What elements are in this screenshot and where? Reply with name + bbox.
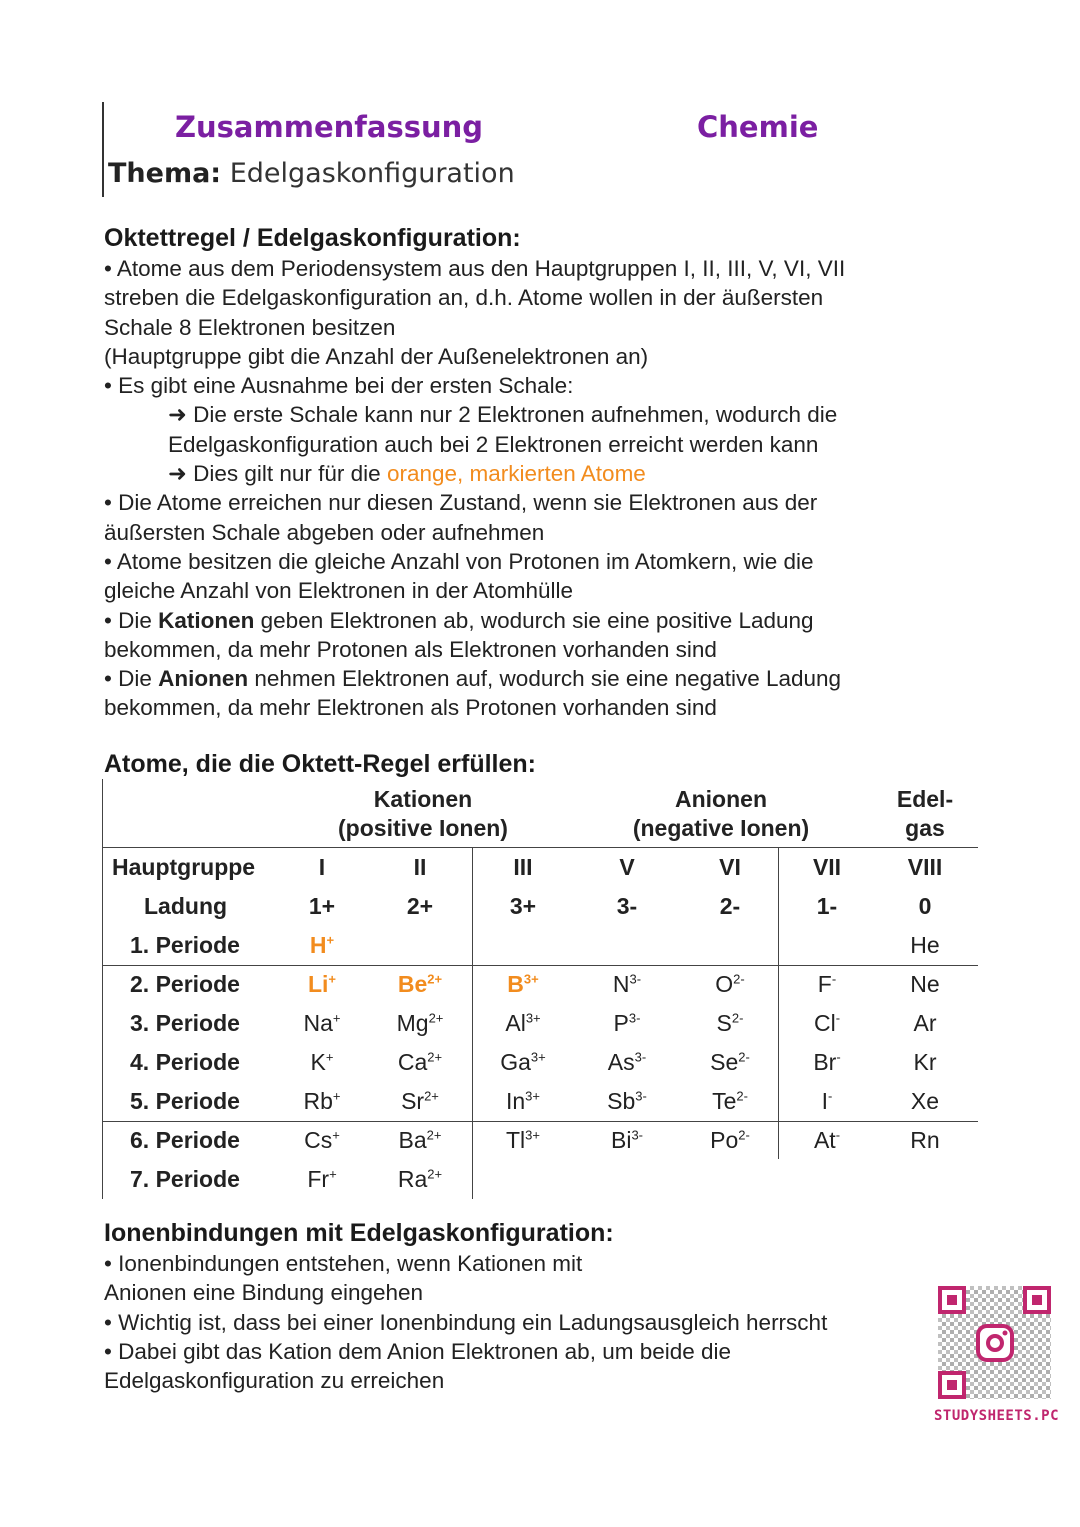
header-right-title: Chemie bbox=[697, 110, 819, 144]
text-line: äußersten Schale abgeben oder aufnehmen bbox=[104, 519, 545, 545]
element-symbol: Be bbox=[397, 971, 428, 997]
text-line: • Die Atome erreichen nur diesen Zustand, wenn sie Elektronen aus der bbox=[104, 490, 818, 516]
element-charge: 2+ bbox=[428, 1010, 444, 1026]
element-charge: 3+ bbox=[530, 1049, 546, 1065]
element-charge: 2- bbox=[736, 1088, 748, 1104]
element-f bbox=[772, 970, 882, 998]
element-charge: + bbox=[328, 971, 337, 987]
element-symbol: Sb bbox=[607, 1088, 636, 1114]
element-p bbox=[572, 1009, 682, 1037]
element-symbol: Cl bbox=[813, 1010, 836, 1036]
text-line: • Ionenbindungen entstehen, wenn Kationen mit bbox=[104, 1251, 583, 1276]
text-fragment: • Die bbox=[104, 607, 159, 633]
element-symbol: Fr bbox=[307, 1166, 330, 1192]
thema-line bbox=[108, 158, 515, 189]
row-label-periode-2: 2. Periode bbox=[130, 971, 240, 997]
element-symbol: P bbox=[613, 1010, 629, 1036]
element-kr bbox=[870, 1048, 980, 1076]
element-ca bbox=[365, 1048, 475, 1076]
element-sb bbox=[572, 1087, 682, 1115]
element-charge: + bbox=[332, 1127, 340, 1143]
element-charge: + bbox=[326, 932, 335, 948]
text-line: bekommen, da mehr Protonen als Elektronen vorhanden sind bbox=[104, 636, 717, 662]
element-symbol: H bbox=[309, 932, 327, 958]
element-na bbox=[267, 1009, 377, 1037]
element-charge: + bbox=[325, 1049, 334, 1065]
text-line: Edelgaskonfiguration auch bei 2 Elektronen erreicht werden kann bbox=[168, 431, 819, 457]
element-symbol: Ga bbox=[500, 1049, 531, 1075]
element-symbol: Sr bbox=[401, 1088, 425, 1114]
element-te bbox=[675, 1087, 785, 1115]
text-line: gleiche Anzahl von Elektronen in der Atomhülle bbox=[104, 578, 574, 604]
text-line bbox=[104, 459, 984, 488]
element-symbol: In bbox=[505, 1088, 526, 1114]
group-anionen-line2: (negative Ionen) bbox=[632, 815, 810, 841]
element-i bbox=[772, 1087, 882, 1115]
element-symbol: At bbox=[813, 1127, 836, 1153]
group-edelgas-line1: Edel- bbox=[896, 786, 954, 812]
element-ra bbox=[365, 1165, 475, 1193]
element-mg bbox=[365, 1009, 475, 1037]
element-be bbox=[365, 970, 475, 998]
text-line: • Atome besitzen die gleiche Anzahl von Protonen im Atomkern, wie die bbox=[104, 548, 814, 574]
text-line bbox=[104, 664, 984, 693]
element-symbol: Ar bbox=[913, 1010, 937, 1036]
text-line bbox=[104, 606, 984, 635]
row-label-periode-6: 6. Periode bbox=[130, 1127, 240, 1153]
element-symbol: Al bbox=[505, 1010, 526, 1036]
hauptgruppe-II: II bbox=[413, 854, 427, 880]
row-label-periode-5: 5. Periode bbox=[130, 1088, 240, 1114]
section-oktettregel-title: Oktettregel / Edelgaskonfiguration: bbox=[104, 224, 521, 252]
hauptgruppe-III: III bbox=[513, 854, 533, 880]
element-k bbox=[267, 1048, 377, 1076]
element-h bbox=[267, 931, 377, 959]
element-charge: - bbox=[831, 971, 837, 987]
element-symbol: Po bbox=[710, 1127, 739, 1153]
hauptgruppe-I: I bbox=[318, 854, 326, 880]
element-at bbox=[772, 1126, 882, 1154]
element-fr bbox=[267, 1165, 377, 1193]
element-charge: 2+ bbox=[426, 1127, 442, 1143]
ladung-V: 3- bbox=[616, 893, 638, 919]
element-charge: - bbox=[836, 1049, 841, 1065]
element-po bbox=[675, 1126, 785, 1154]
element-o bbox=[675, 970, 785, 998]
text-fragment: ➜ Dies gilt nur für die bbox=[168, 461, 387, 487]
element-symbol: K bbox=[310, 1049, 326, 1075]
element-xe bbox=[870, 1087, 980, 1115]
element-br bbox=[772, 1048, 882, 1076]
element-symbol: Tl bbox=[506, 1127, 526, 1153]
text-line: streben die Edelgaskonfiguration an, d.h. Atome wollen in der äußersten bbox=[104, 285, 824, 311]
ladung-VIII: 0 bbox=[918, 893, 932, 919]
orange-highlight-text: orange, markierten Atome bbox=[386, 461, 646, 487]
element-ar bbox=[870, 1009, 980, 1037]
element-symbol: Na bbox=[303, 1010, 333, 1036]
text-line: (Hauptgruppe gibt die Anzahl der Außenelektronen an) bbox=[104, 343, 649, 369]
element-al bbox=[468, 1009, 578, 1037]
text-line: Anionen eine Bindung eingehen bbox=[104, 1280, 424, 1306]
element-symbol: Ba bbox=[398, 1127, 427, 1153]
element-charge: 3- bbox=[629, 971, 642, 987]
element-charge: 3+ bbox=[525, 1088, 540, 1104]
element-charge: + bbox=[332, 1088, 341, 1104]
element-symbol: As bbox=[607, 1049, 635, 1075]
table-left-border bbox=[102, 779, 103, 1199]
header-left-title: Zusammenfassung bbox=[175, 110, 484, 144]
element-bi bbox=[572, 1126, 682, 1154]
element-se bbox=[675, 1048, 785, 1076]
group-kationen-line1: Kationen bbox=[373, 786, 473, 812]
hauptgruppe-VIII: VIII bbox=[907, 854, 943, 880]
group-kationen bbox=[308, 785, 538, 843]
element-rn bbox=[870, 1126, 980, 1154]
element-symbol: N bbox=[612, 971, 630, 997]
element-symbol: S bbox=[716, 1010, 732, 1036]
element-charge: + bbox=[332, 1010, 341, 1026]
element-symbol: Kr bbox=[913, 1049, 937, 1075]
element-li bbox=[267, 970, 377, 998]
element-charge: 2- bbox=[731, 1010, 744, 1026]
oktett-table bbox=[102, 779, 978, 1199]
element-charge: 2- bbox=[733, 971, 745, 987]
text-fragment: nehmen Elektronen auf, wodurch sie eine negative Ladung bbox=[248, 666, 842, 692]
element-symbol: He bbox=[910, 932, 940, 958]
text-line: • Es gibt eine Ausnahme bei der ersten Schale: bbox=[104, 373, 574, 399]
element-charge: - bbox=[835, 1127, 841, 1143]
hauptgruppe-VI: VI bbox=[719, 854, 741, 880]
ladung-III: 3+ bbox=[509, 893, 537, 919]
section-ionenbindung-body bbox=[104, 1249, 934, 1395]
element-symbol: Rn bbox=[910, 1127, 940, 1153]
element-charge: 2+ bbox=[427, 1166, 443, 1182]
text-line: • Wichtig ist, dass bei einer Ionenbindung ein Ladungsausgleich herrscht bbox=[104, 1309, 828, 1335]
element-cs bbox=[267, 1126, 377, 1154]
thema-value: Edelgaskonfiguration bbox=[229, 158, 515, 189]
text-line: bekommen, da mehr Elektronen als Protonen vorhanden sind bbox=[104, 695, 717, 721]
element-symbol: I bbox=[821, 1088, 829, 1114]
section-table-title: Atome, die die Oktett-Regel erfüllen: bbox=[104, 750, 537, 778]
table-row-divider bbox=[102, 965, 978, 966]
table-row-divider bbox=[102, 1121, 978, 1122]
row-label-hauptgruppe: Hauptgruppe bbox=[112, 854, 256, 880]
brand-label: STUDYSHEETS.PC bbox=[934, 1408, 1060, 1424]
text-line: • Dabei gibt das Kation dem Anion Elektronen ab, um beide die bbox=[104, 1338, 732, 1364]
row-label-periode-4: 4. Periode bbox=[130, 1049, 240, 1075]
element-symbol: Ne bbox=[910, 971, 940, 997]
element-symbol: Li bbox=[307, 971, 329, 997]
element-symbol: Rb bbox=[303, 1088, 333, 1114]
section-oktettregel-body bbox=[104, 254, 984, 723]
row-label-periode-7: 7. Periode bbox=[130, 1166, 240, 1192]
text-line: ➜ Die erste Schale kann nur 2 Elektronen aufnehmen, wodurch die bbox=[168, 402, 838, 428]
group-edelgas-line2: gas bbox=[905, 815, 945, 841]
element-rb bbox=[267, 1087, 377, 1115]
element-he bbox=[870, 931, 980, 959]
bold-term-kationen: Kationen bbox=[158, 607, 255, 633]
element-charge: 3- bbox=[631, 1127, 643, 1143]
element-tl bbox=[468, 1126, 578, 1154]
ladung-VII: 1- bbox=[816, 893, 838, 919]
element-symbol: F bbox=[817, 971, 832, 997]
element-sr bbox=[365, 1087, 475, 1115]
text-fragment: • Die bbox=[104, 666, 159, 692]
thema-label: Thema: bbox=[108, 158, 222, 189]
element-charge: 3+ bbox=[525, 1127, 540, 1143]
element-charge: 2- bbox=[738, 1049, 750, 1065]
element-charge: 2+ bbox=[424, 1088, 439, 1104]
group-kationen-line2: (positive Ionen) bbox=[338, 815, 508, 841]
header-divider-line bbox=[102, 102, 104, 197]
element-symbol: Ca bbox=[397, 1049, 428, 1075]
element-symbol: Xe bbox=[910, 1088, 940, 1114]
hauptgruppe-VII: VII bbox=[812, 854, 842, 880]
element-charge: 3- bbox=[634, 1049, 647, 1065]
element-symbol: Br bbox=[813, 1049, 837, 1075]
element-b bbox=[468, 970, 578, 998]
ladung-I: 1+ bbox=[308, 893, 336, 919]
text-line: Schale 8 Elektronen besitzen bbox=[104, 314, 396, 340]
table-header-divider bbox=[102, 847, 978, 848]
element-charge: 2+ bbox=[427, 971, 443, 987]
element-symbol: Mg bbox=[396, 1010, 429, 1036]
row-label-periode-3: 3. Periode bbox=[130, 1010, 240, 1036]
ladung-II: 2+ bbox=[406, 893, 434, 919]
element-symbol: Ra bbox=[397, 1166, 428, 1192]
text-line: Edelgaskonfiguration zu erreichen bbox=[104, 1368, 445, 1394]
section-ionenbindung-title: Ionenbindungen mit Edelgaskonfiguration: bbox=[104, 1219, 614, 1247]
element-charge: + bbox=[329, 1166, 337, 1182]
element-as bbox=[572, 1048, 682, 1076]
element-ne bbox=[870, 970, 980, 998]
element-charge: 3+ bbox=[525, 1010, 541, 1026]
element-symbol: Bi bbox=[610, 1127, 632, 1153]
element-symbol: Se bbox=[710, 1049, 739, 1075]
bold-term-anionen: Anionen bbox=[158, 666, 249, 692]
row-label-ladung: Ladung bbox=[144, 893, 228, 919]
element-charge: 2+ bbox=[427, 1049, 443, 1065]
element-charge: - bbox=[835, 1010, 841, 1026]
element-symbol: Cs bbox=[304, 1127, 333, 1153]
element-cl bbox=[772, 1009, 882, 1037]
element-symbol: Te bbox=[712, 1088, 737, 1114]
element-charge: 2- bbox=[738, 1127, 750, 1143]
element-ba bbox=[365, 1126, 475, 1154]
group-anionen bbox=[616, 785, 826, 843]
group-edelgas bbox=[875, 785, 975, 843]
element-ga bbox=[468, 1048, 578, 1076]
text-fragment: geben Elektronen ab, wodurch sie eine positive Ladung bbox=[254, 607, 814, 633]
qr-code-icon[interactable] bbox=[938, 1286, 1051, 1399]
element-s bbox=[675, 1009, 785, 1037]
element-charge: 3+ bbox=[523, 971, 539, 987]
group-anionen-line1: Anionen bbox=[675, 786, 767, 812]
element-symbol: O bbox=[715, 971, 734, 997]
element-charge: 3- bbox=[635, 1088, 647, 1104]
text-line: • Atome aus dem Periodensystem aus den Hauptgruppen I, II, III, V, VI, VII bbox=[104, 256, 846, 281]
element-in bbox=[468, 1087, 578, 1115]
element-charge: 3- bbox=[628, 1010, 641, 1026]
ladung-VI: 2- bbox=[719, 893, 741, 919]
element-charge: - bbox=[828, 1088, 833, 1104]
hauptgruppe-V: V bbox=[619, 854, 635, 880]
row-label-periode-1: 1. Periode bbox=[130, 932, 240, 958]
element-symbol: B bbox=[507, 971, 524, 997]
element-n bbox=[572, 970, 682, 998]
